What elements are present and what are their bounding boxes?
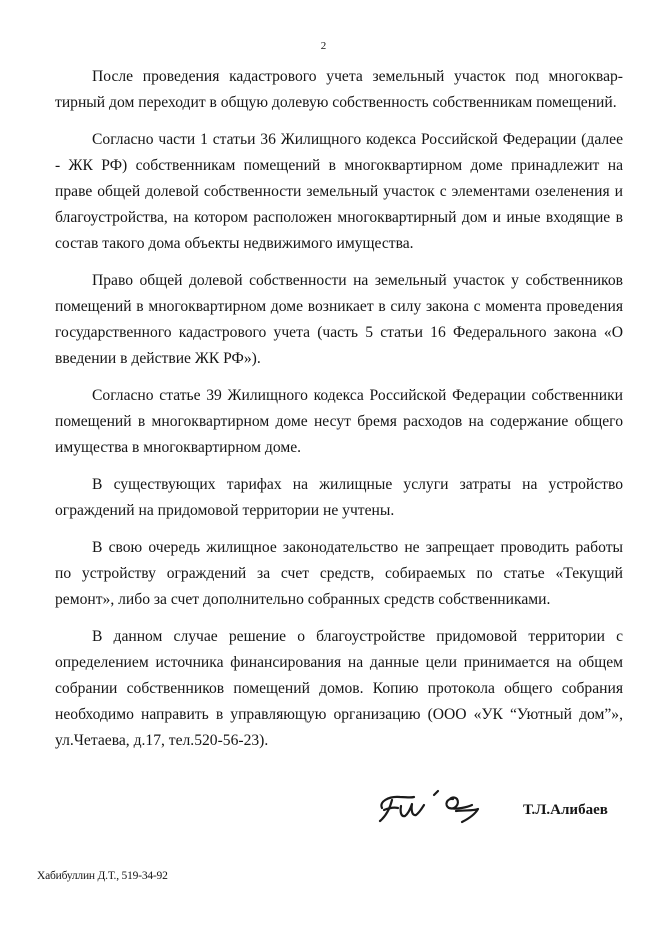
paragraph: В данном случае решение о благоустройстве придомовой территории с определением источника финансирования на данные цели принимается на общем собрании собственников помещений домов. Копию протокола общего собрания необходимо направить в управляющую организацию (ООО «УК “Уютный дом”», ул.Четаева, д.17, тел.520-56-23). [55,628,623,749]
paragraph: После проведения кадастрового учета земельный участок под многоквартирный дом переходит в общую долевую собственность собственникам помещений. [55,68,623,111]
paragraph: Согласно части 1 статьи 36 Жилищного кодекса Российской Федерации (далее - ЖК РФ) собственникам помещений в многоквартирном доме принадлежит на праве общей долевой собственности земельный участок с элементами озеленения и благоустройства, на котором расположен многоквартирный дом и иные входящие в состав такого дома объекты недвижимого имущества. [55,131,623,252]
paragraph: Согласно статье 39 Жилищного кодекса Российской Федерации собственники помещений в многоквартирном доме несут бремя расходов на содержание общего имущества в многоквартирном доме. [55,387,623,456]
paragraph: В существующих тарифах на жилищные услуги затраты на устройство ограждений на придомовой территории не учтены. [55,476,623,519]
signer-name: Т.Л.Алибаев [523,802,608,818]
paragraph: Право общей долевой собственности на земельный участок у собственников помещений в многоквартирном доме возникает в силу закона с момента проведения государственного кадастрового учета (часть 5 статьи 16 Федерального закона «О введении в действие ЖК РФ»). [55,272,623,367]
signature-block [370,780,630,840]
handwritten-signature [370,780,520,840]
executor-contact: Хабибуллин Д.Т., 519-34-92 [37,870,168,882]
page-number: 2 [320,40,327,52]
letter-body [55,64,623,765]
paragraph: В свою очередь жилищное законодательство не запрещает проводить работы по устройству ограждений за счет средств, собираемых по статье «Текущий ремонт», либо за счет дополнительно собранных средств собственниками. [55,539,623,608]
